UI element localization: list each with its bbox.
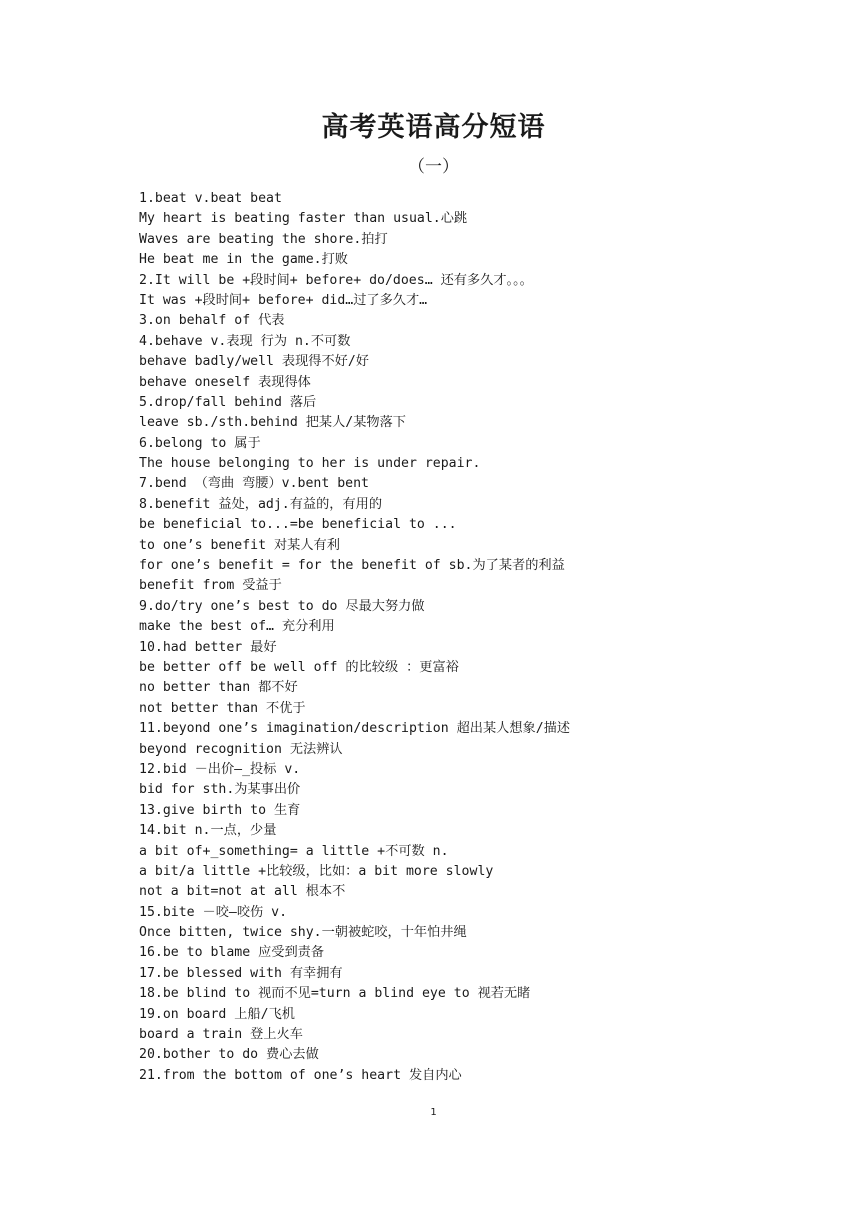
text-line: a bit/a little +比较级，比如：a bit more slowly: [139, 863, 494, 879]
text-line: 16.be to blame 应受到责备: [139, 945, 325, 961]
text-line: 15.bite －咬—咬伤 v.: [139, 904, 288, 920]
text-line: 7.bend （弯曲 弯腰）v.bent bent: [139, 476, 369, 492]
text-line: make the best of… 充分利用: [139, 619, 335, 635]
text-line: board a train 登上火车: [139, 1027, 303, 1043]
text-line: 8.benefit 益处，adj.有益的，有用的: [139, 496, 383, 512]
text-line: The house belonging to her is under repair.: [139, 456, 481, 472]
text-line: 10.had better 最好: [139, 639, 277, 655]
text-line: 3.on behalf of 代表: [139, 313, 285, 329]
text-line: 6.belong to 属于: [139, 435, 261, 451]
text-line: 17.be blessed with 有幸拥有: [139, 965, 343, 981]
text-line: no better than 都不好: [139, 680, 298, 696]
text-line: 19.on board 上船/飞机: [139, 1006, 295, 1022]
text-line: My heart is beating faster than usual.心跳: [139, 211, 468, 227]
text-line: benefit from 受益于: [139, 578, 282, 594]
text-line: leave sb./sth.behind 把某人/某物落下: [139, 415, 406, 431]
text-line: be better off be well off 的比较级 ：更富裕: [139, 659, 459, 675]
text-line: bid for sth.为某事出价: [139, 782, 301, 798]
document-title: 高考英语高分短语: [321, 112, 546, 143]
phrase-list: [139, 189, 839, 1086]
text-line: 20.bother to do 费心去做: [139, 1047, 319, 1063]
text-line: 9.do/try one’s best to do 尽最大努力做: [139, 598, 425, 614]
text-line: behave badly/well 表现得不好/好: [139, 354, 369, 370]
text-line: not a bit=not at all 根本不: [139, 884, 346, 900]
text-line: 18.be blind to 视而不见=turn a blind eye to 视若无睹: [139, 986, 531, 1002]
text-line: to one’s benefit 对某人有利: [139, 537, 340, 553]
text-line: beyond recognition 无法辨认: [139, 741, 343, 757]
text-line: 11.beyond one’s imagination/description 超出某人想象/描述: [139, 721, 571, 737]
text-line: 5.drop/fall behind 落后: [139, 394, 317, 410]
text-line: 1.beat v.beat beat: [139, 191, 282, 206]
text-line: be beneficial to...=be beneficial to ...: [139, 517, 457, 533]
text-line: 2.It will be +段时间+ before+ do/does… 还有多久才。。。: [139, 272, 533, 288]
text-line: Once bitten, twice shy.一朝被蛇咬，十年怕井绳: [139, 925, 467, 941]
text-line: 21.from the bottom of one’s heart 发自内心: [139, 1067, 462, 1083]
document-subtitle: （一）: [408, 157, 459, 177]
text-line: He beat me in the game.打败: [139, 252, 348, 268]
text-line: It was +段时间+ before+ did…过了多久才…: [139, 292, 428, 308]
text-line: 4.behave v.表现 行为 n.不可数: [139, 333, 351, 349]
text-line: a bit of+_something= a little +不可数 n.: [139, 843, 449, 859]
page-number: 1: [430, 1107, 437, 1118]
text-line: Waves are beating the shore.拍打: [139, 231, 388, 247]
text-line: not better than 不优于: [139, 700, 306, 716]
text-line: 13.give birth to 生育: [139, 802, 301, 818]
text-line: for one’s benefit = for the benefit of sb.为了某者的利益: [139, 558, 565, 574]
text-line: 12.bid －出价—_投标 v.: [139, 761, 301, 777]
text-line: behave oneself 表现得体: [139, 374, 311, 390]
text-line: 14.bit n.一点，少量: [139, 823, 277, 839]
